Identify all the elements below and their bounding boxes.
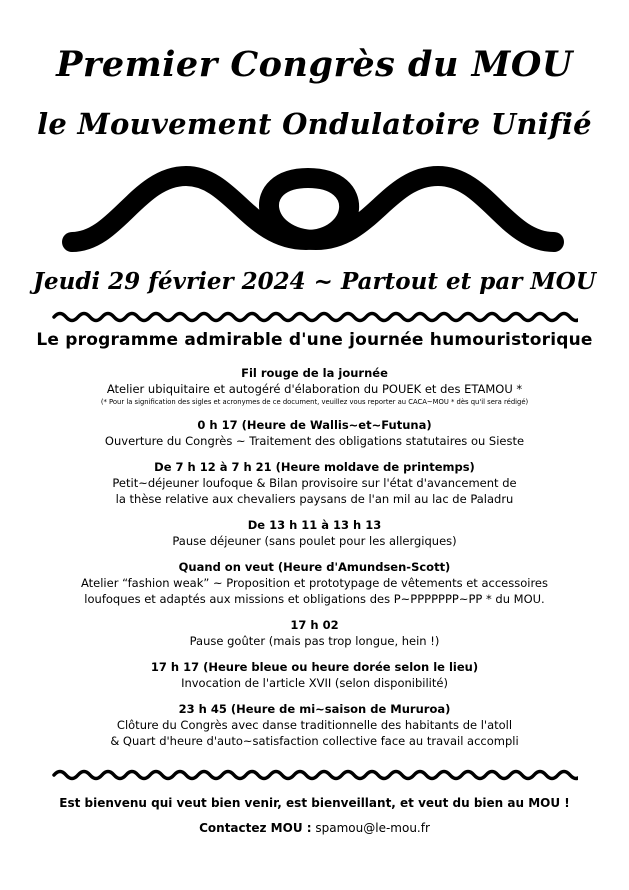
contact-label: Contactez MOU : — [199, 821, 312, 835]
schedule-slot — [0, 459, 629, 507]
slot-time: Quand on veut (Heure d'Amundsen-Scott) — [178, 560, 451, 574]
poster-title: Premier Congrès du MOU — [56, 44, 573, 85]
slot-description: Ouverture du Congrès ~ Traitement des obligations statutaires ou Sieste — [104, 434, 525, 448]
schedule-slot — [0, 517, 629, 549]
schedule-slot — [0, 617, 629, 649]
schedule-slot — [0, 701, 629, 749]
program-heading: Le programme admirable d'une journée humouristorique — [36, 330, 593, 350]
slot-description: Atelier “fashion weak” ~ Proposition et prototypage de vêtements et accessoires — [80, 576, 548, 590]
wavy-divider-icon — [52, 768, 578, 782]
schedule-slot — [0, 659, 629, 691]
wavy-divider-icon — [52, 310, 578, 324]
schedule-list — [0, 365, 629, 759]
slot-description: loufoques et adaptés aux missions et obligations des P~PPPPPPP~PP * du MOU. — [84, 592, 545, 606]
slot-description: Pause déjeuner (sans poulet pour les allergiques) — [172, 534, 457, 548]
welcome-motto: Est bienvenu qui veut bien venir, est bienveillant, et veut du bien au MOU ! — [59, 796, 570, 810]
slot-description: Atelier ubiquitaire et autogéré d'élaboration du POUEK et des ETAMOU * — [106, 382, 523, 396]
schedule-slot — [0, 417, 629, 449]
contact-email[interactable]: spamou@le-mou.fr — [315, 821, 430, 835]
slot-time: 17 h 02 — [290, 618, 339, 632]
slot-footnote: (* Pour la signification des sigles et acronymes de ce document, veuillez vous reporter au CACA~MOU * dès qu'il sera rédigé) — [100, 398, 529, 406]
slot-description: la thèse relative aux chevaliers paysans de l'an mil au lac de Paladru — [115, 492, 514, 506]
slot-time: 0 h 17 (Heure de Wallis~et~Futuna) — [197, 418, 432, 432]
slot-time: 23 h 45 (Heure de mi~saison de Mururoa) — [178, 702, 451, 716]
date-location-line: Jeudi 29 février 2024 ~ Partout et par MOU — [33, 268, 596, 295]
slot-time: De 7 h 12 à 7 h 21 (Heure moldave de printemps) — [154, 460, 475, 474]
slot-description: & Quart d'heure d'auto~satisfaction collective face au travail accompli — [110, 734, 519, 748]
wave-loop-logo-icon — [54, 156, 575, 260]
contact-line — [0, 821, 629, 835]
slot-time: 17 h 17 (Heure bleue ou heure dorée selon le lieu) — [150, 660, 479, 674]
schedule-slot — [0, 559, 629, 607]
slot-description: Invocation de l'article XVII (selon disponibilité) — [181, 676, 448, 690]
slot-description: Petit~déjeuner loufoque & Bilan provisoire sur l'état d'avancement de — [112, 476, 517, 490]
slot-description: Pause goûter (mais pas trop longue, hein !) — [189, 634, 440, 648]
poster-subtitle: le Mouvement Ondulatoire Unifié — [37, 107, 592, 141]
schedule-slot — [0, 365, 629, 407]
slot-description: Clôture du Congrès avec danse traditionnelle des habitants de l'atoll — [116, 718, 513, 732]
slot-time: De 13 h 11 à 13 h 13 — [247, 518, 382, 532]
slot-time: Fil rouge de la journée — [241, 366, 388, 380]
